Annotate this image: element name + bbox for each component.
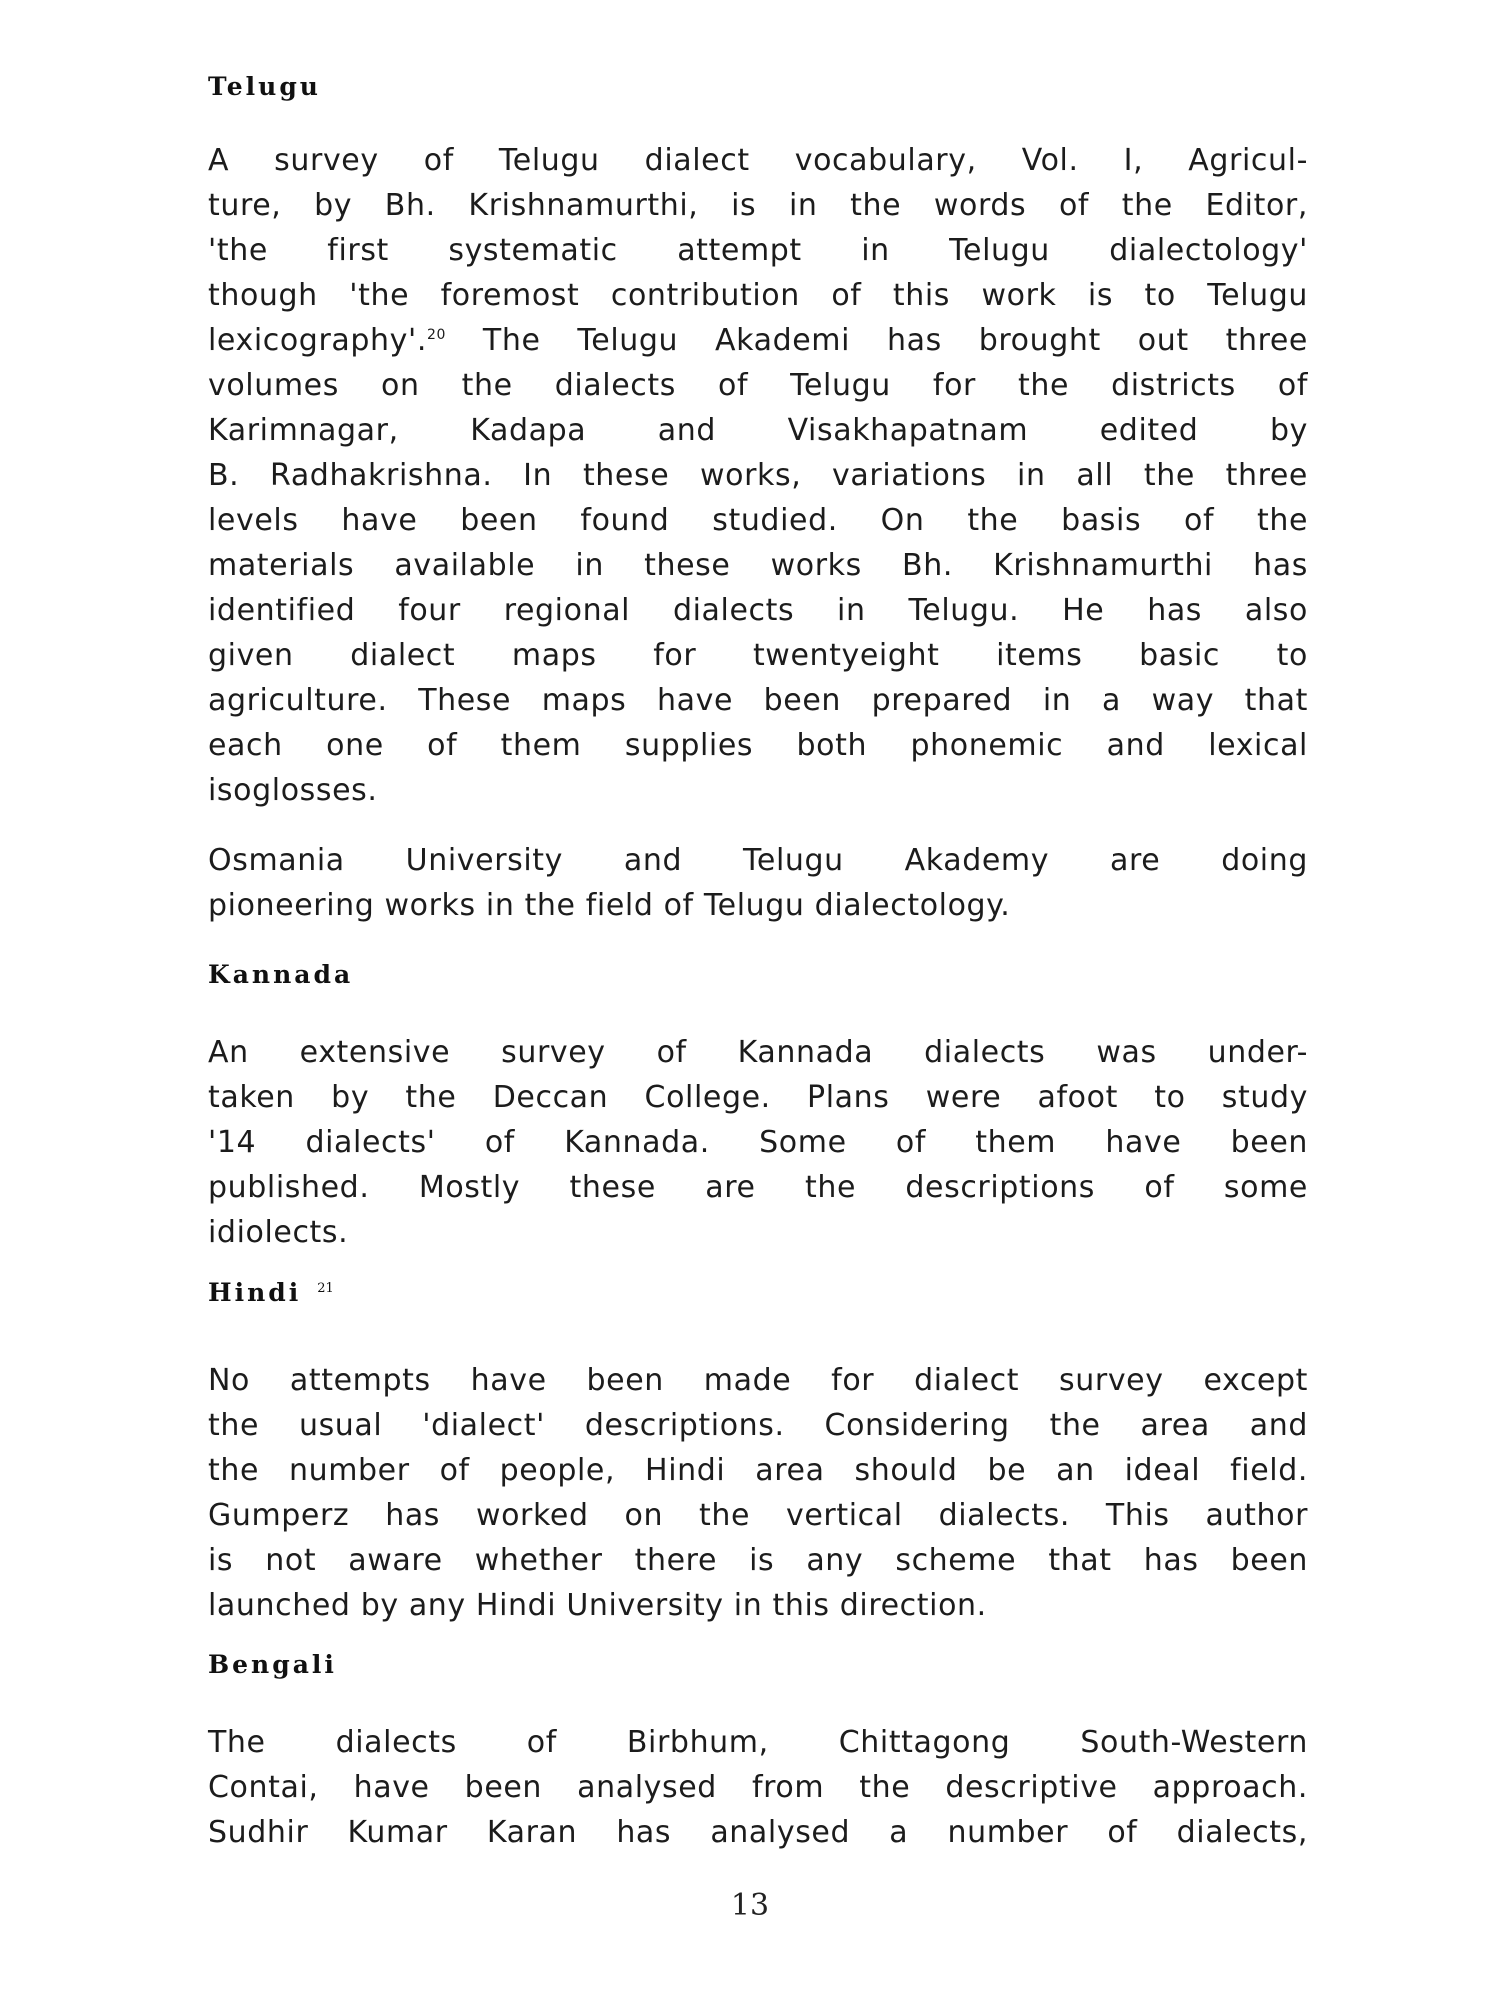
text-line: pioneering works in the field of Telugu dialectology.	[208, 888, 1011, 923]
text-segment: lexicography'.	[208, 323, 427, 358]
heading-kannada: Kannada	[208, 960, 354, 989]
page-number: 13	[730, 1888, 770, 1923]
paragraph-hindi	[208, 1358, 1308, 1628]
text-line: taken by the Deccan College. Plans were afoot to study	[208, 1080, 1308, 1115]
text-line: Karimnagar, Kadapa and Visakhapatnam edited by	[208, 413, 1308, 448]
text-line: is not aware whether there is any scheme that has been	[208, 1543, 1308, 1578]
footnote-reference: 21	[317, 1280, 334, 1296]
text-line: Gumperz has worked on the vertical dialects. This author	[208, 1498, 1308, 1533]
text-line: No attempts have been made for dialect survey except	[208, 1363, 1308, 1398]
text-line: given dialect maps for twentyeight items basic to	[208, 638, 1308, 673]
paragraph-kannada	[208, 1030, 1308, 1255]
text-line-with-footnote	[208, 318, 1308, 363]
text-line: 'the first systematic attempt in Telugu dialectology'	[208, 233, 1308, 268]
text-line: B. Radhakrishna. In these works, variations in all the three	[208, 458, 1308, 493]
text-line: An extensive survey of Kannada dialects was under-	[208, 1035, 1308, 1070]
text-line: Contai, have been analysed from the descriptive approach.	[208, 1770, 1308, 1805]
text-line: levels have been found studied. On the basis of the	[208, 503, 1308, 538]
paragraph-bengali	[208, 1720, 1308, 1855]
footnote-reference: 20	[426, 327, 446, 343]
text-line: isoglosses.	[208, 773, 378, 808]
heading-text: Hindi	[208, 1278, 302, 1307]
text-line: though 'the foremost contribution of this work is to Telugu	[208, 278, 1308, 313]
text-line: materials available in these works Bh. Krishnamurthi has	[208, 548, 1308, 583]
text-line: each one of them supplies both phonemic and lexical	[208, 728, 1308, 763]
text-segment: The Telugu Akademi has brought out three	[445, 323, 1308, 358]
text-line: The dialects of Birbhum, Chittagong South-Western	[208, 1725, 1308, 1760]
text-line: ture, by Bh. Krishnamurthi, is in the words of the Editor,	[208, 188, 1308, 223]
heading-telugu: Telugu	[208, 72, 321, 101]
heading-bengali: Bengali	[208, 1650, 337, 1679]
text-line: agriculture. These maps have been prepared in a way that	[208, 683, 1308, 718]
text-line: Osmania University and Telugu Akademy are doing	[208, 843, 1308, 878]
text-line: A survey of Telugu dialect vocabulary, Vol. I, Agricul-	[208, 143, 1308, 178]
text-line: identified four regional dialects in Telugu. He has also	[208, 593, 1308, 628]
text-line: idiolects.	[208, 1215, 349, 1250]
paragraph-telugu-osmania	[208, 838, 1308, 928]
text-line: '14 dialects' of Kannada. Some of them have been	[208, 1125, 1308, 1160]
text-line: volumes on the dialects of Telugu for the districts of	[208, 368, 1308, 403]
paragraph-telugu-survey	[208, 138, 1308, 813]
text-line: launched by any Hindi University in this direction.	[208, 1588, 987, 1623]
text-line: Sudhir Kumar Karan has analysed a number of dialects,	[208, 1815, 1308, 1850]
text-line: the usual 'dialect' descriptions. Considering the area and	[208, 1408, 1308, 1443]
text-line: published. Mostly these are the descriptions of some	[208, 1170, 1308, 1205]
text-line: the number of people, Hindi area should be an ideal field.	[208, 1453, 1308, 1488]
heading-hindi	[208, 1278, 334, 1307]
